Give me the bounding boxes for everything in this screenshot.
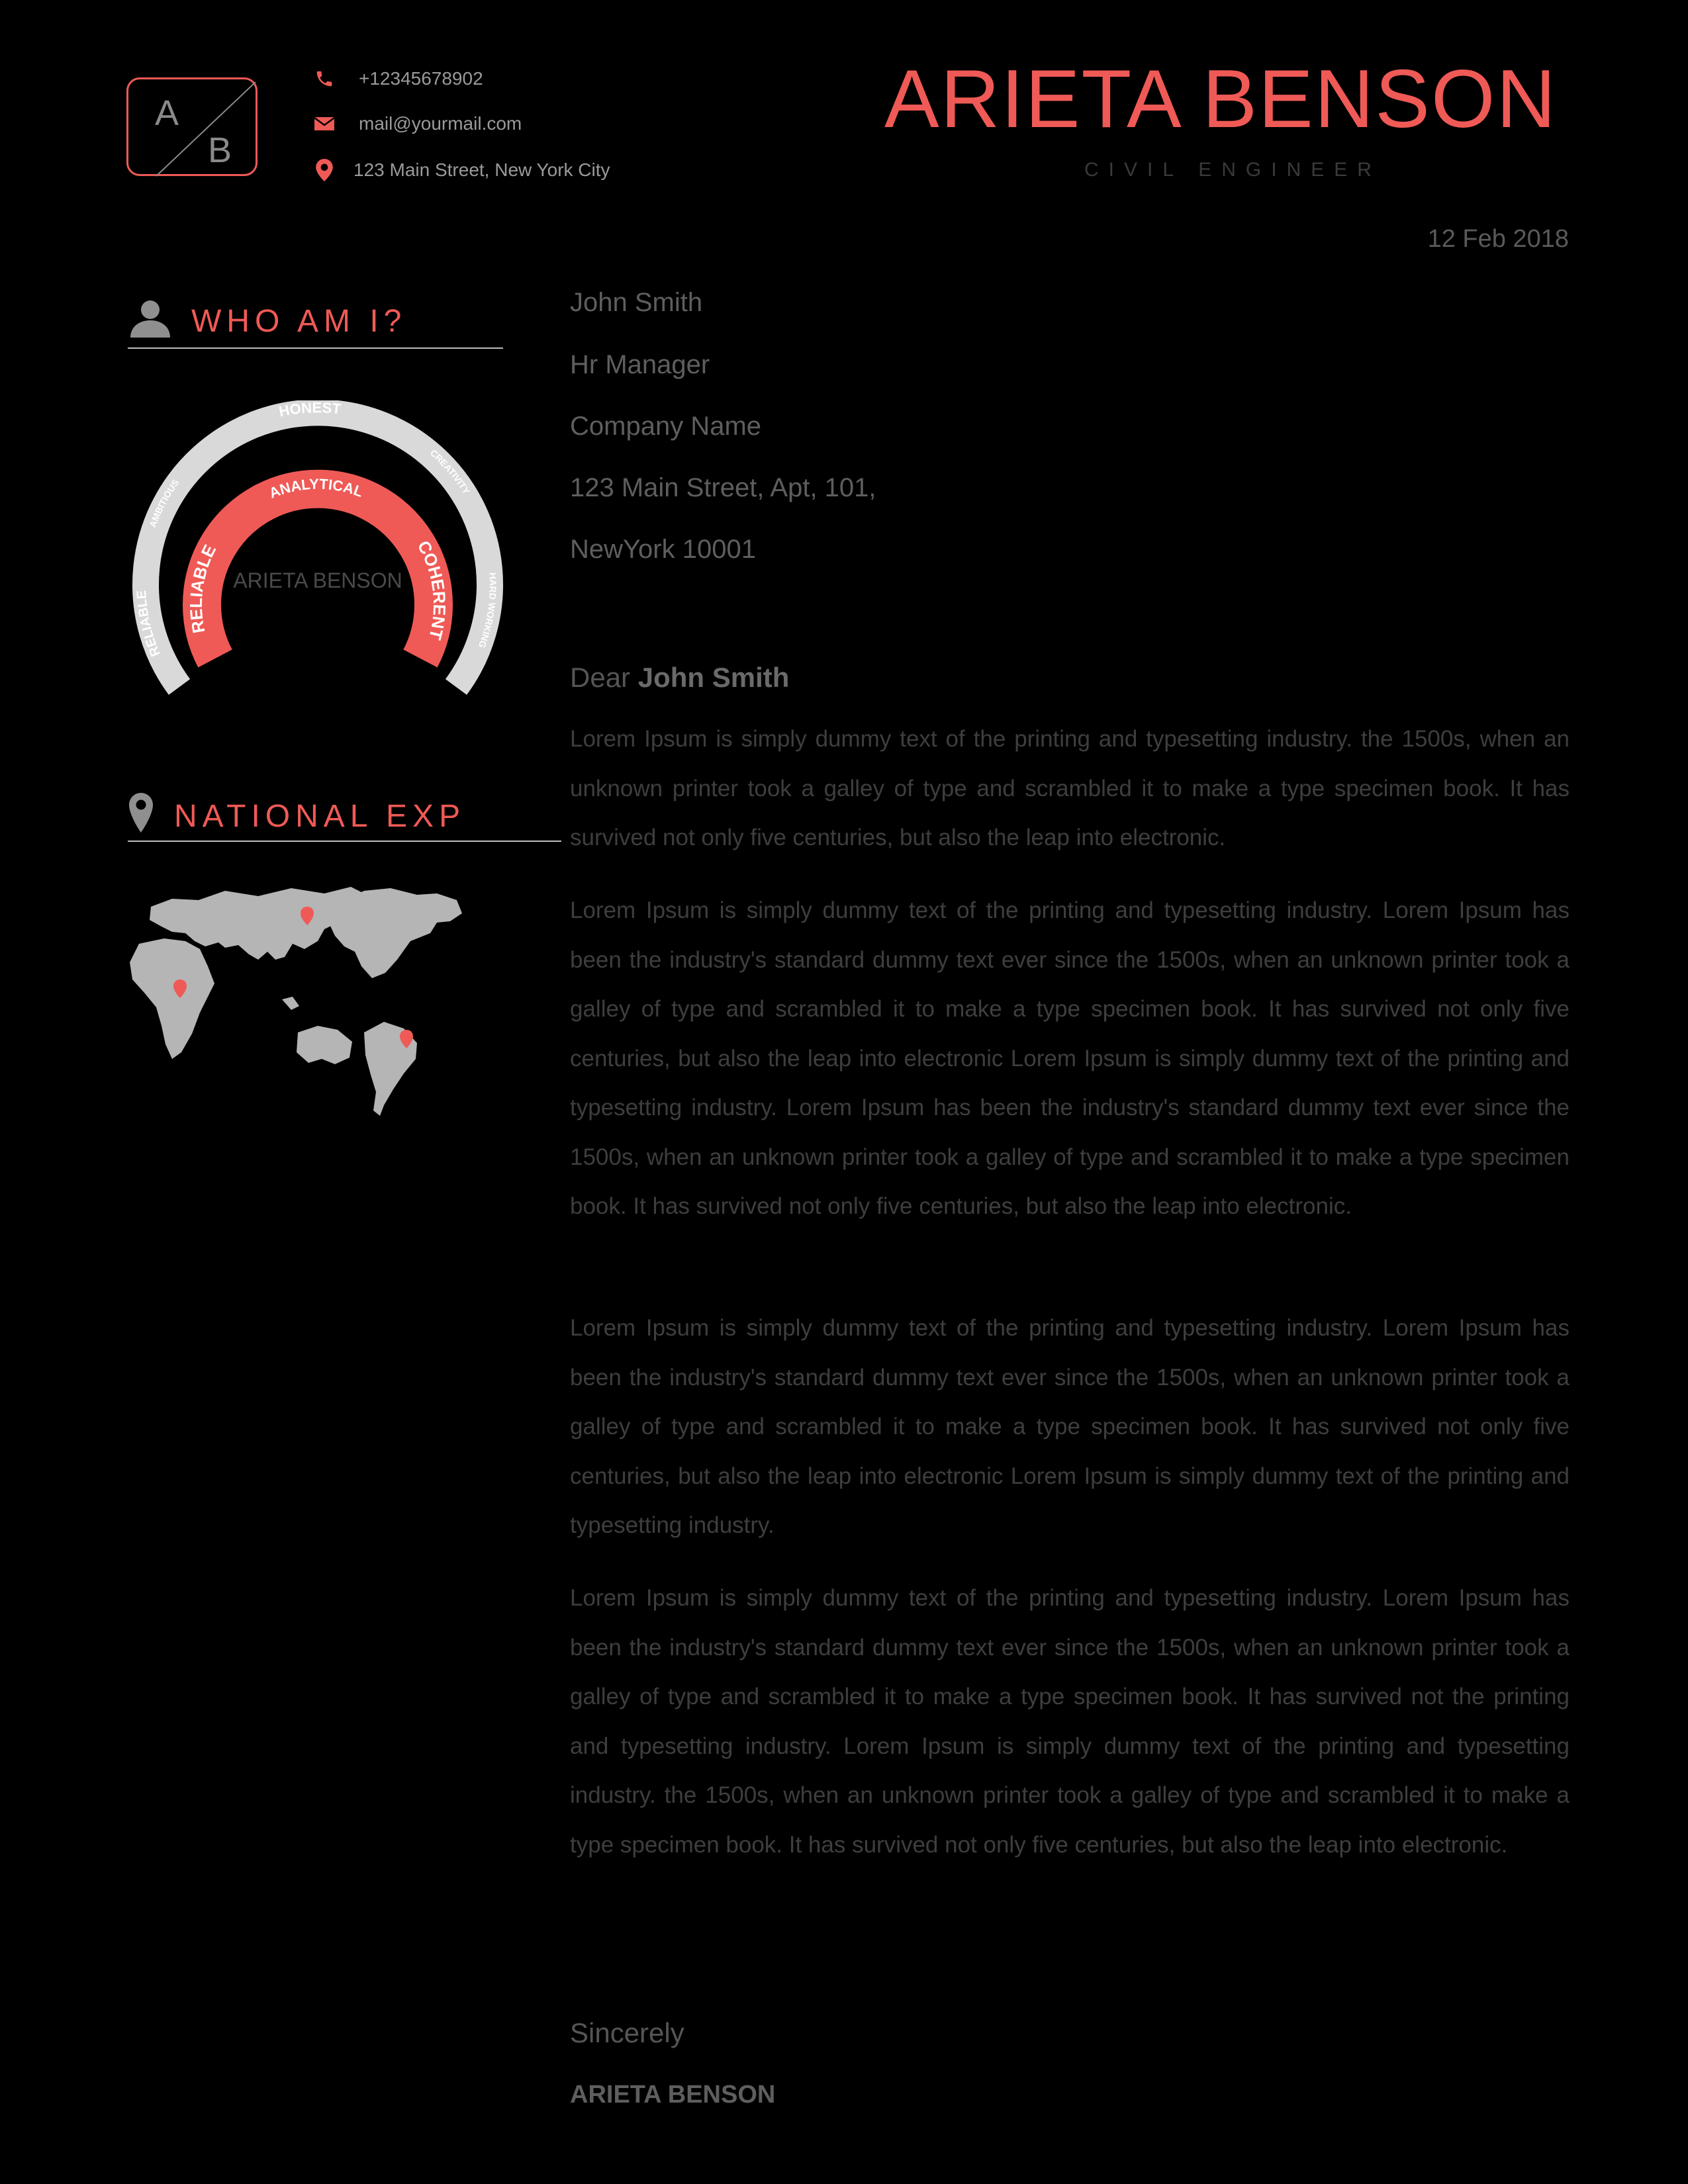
inner-trait-1: RELIABLE <box>185 541 220 635</box>
letter-paragraph: Lorem Ipsum is simply dummy text of the printing and typesetting industry. Lorem Ipsum has been the industry's standard dummy text ever since the 1500s, when an unknown printer took a galley of type and scrambled it to make a type specimen book. It has survived not only five centuries, but also the leap into electronic Lorem Ipsum is simply dummy text of the printing and typesetting industry. <box>570 1315 1570 1538</box>
letter-paragraph: Lorem Ipsum is simply dummy text of the printing and typesetting industry. the 1500s, when an unknown printer took a galley of type and scrambled it to make a type specimen book. It has survived not only five centuries, but also the leap into electronic. <box>570 726 1570 850</box>
salutation-name: John Smith <box>637 662 790 693</box>
recipient-city: NewYork 10001 <box>570 535 756 564</box>
monogram-logo <box>126 77 258 176</box>
national-exp-divider <box>128 841 561 842</box>
traits-center-name: ARIETA BENSON <box>233 569 402 592</box>
address-text: 123 Main Street, New York City <box>353 159 610 180</box>
outer-trait-3: HONEST <box>277 400 342 420</box>
mail-icon <box>311 111 338 137</box>
outer-trait-4: CREATIVITY <box>428 447 472 496</box>
letter-paragraph: Lorem Ipsum is simply dummy text of the printing and typesetting industry. Lorem Ipsum has been the industry's standard dummy text ever since the 1500s, when an unknown printer took a galley of type and scrambled it to make a type specimen book. It has survived not only five centuries, but also the leap into electronic Lorem Ipsum is simply dummy text of the printing and typesetting industry. Lorem Ipsum has been the industry's standard dummy text ever since the 1500s, when an unknown printer took a galley of type and scrambled it to make a type specimen book. It has survived not only five centuries, but also the leap into electronic. <box>570 897 1570 1219</box>
phone-text: +12345678902 <box>359 68 483 89</box>
traits-arc-graphic <box>126 400 510 725</box>
inner-trait-3: COHERENT <box>413 537 450 642</box>
outer-trait-1: RELIABLE <box>134 590 164 659</box>
letter-date: 12 Feb 2018 <box>1427 225 1569 253</box>
who-am-i-divider <box>128 347 503 349</box>
national-exp-heading <box>129 793 465 833</box>
map-africa <box>130 938 214 1059</box>
outer-trait-2: AMBITIOUS <box>147 477 181 529</box>
letter-paragraph: Lorem Ipsum is simply dummy text of the printing and typesetting industry. Lorem Ipsum has been the industry's standard dummy text ever since the 1500s, when an unknown printer took a galley of type and scrambled it to make a type specimen book. It has survived not the printing and typesetting industry. Lorem Ipsum is simply dummy text of the printing and typesetting industry. the 1500s, when an unknown printer took a galley of type and scrambled it to make a type specimen book. It has survived not only five centuries, but also the leap into electronic. <box>570 1585 1570 1858</box>
salutation <box>570 662 789 694</box>
email-text: mail@yourmail.com <box>359 113 522 134</box>
map-australia <box>297 1026 352 1064</box>
contact-phone <box>311 64 483 93</box>
national-exp-label: NATIONAL EXP <box>174 799 466 834</box>
monogram-letter-top: A <box>155 93 179 133</box>
world-map-graphic <box>126 880 470 1125</box>
contact-email <box>311 109 522 138</box>
profession-title: CIVIL ENGINEER <box>1084 159 1382 181</box>
who-am-i-label: WHO AM I? <box>191 304 407 339</box>
map-islands <box>282 997 299 1010</box>
applicant-name: ARIETA BENSON <box>884 54 1557 145</box>
map-north-america <box>324 888 462 978</box>
phone-icon <box>311 66 338 92</box>
location-pin-icon <box>311 157 338 183</box>
contact-address <box>311 156 610 185</box>
recipient-street: 123 Main Street, Apt, 101, <box>570 473 876 502</box>
recipient-name: John Smith <box>570 288 703 317</box>
signature-name: ARIETA BENSON <box>570 2081 776 2109</box>
inner-trait-2: ANALYTICAL <box>266 475 365 502</box>
recipient-title: Hr Manager <box>570 350 710 379</box>
who-am-i-heading <box>129 299 406 338</box>
closing: Sincerely <box>570 2017 684 2048</box>
user-icon <box>129 299 171 338</box>
outer-trait-5: HARD WORKING <box>476 572 499 650</box>
monogram-letter-bottom: B <box>208 130 232 170</box>
recipient-company: Company Name <box>570 412 762 441</box>
map-pin-icon <box>129 793 153 833</box>
salutation-word: Dear <box>570 662 631 693</box>
